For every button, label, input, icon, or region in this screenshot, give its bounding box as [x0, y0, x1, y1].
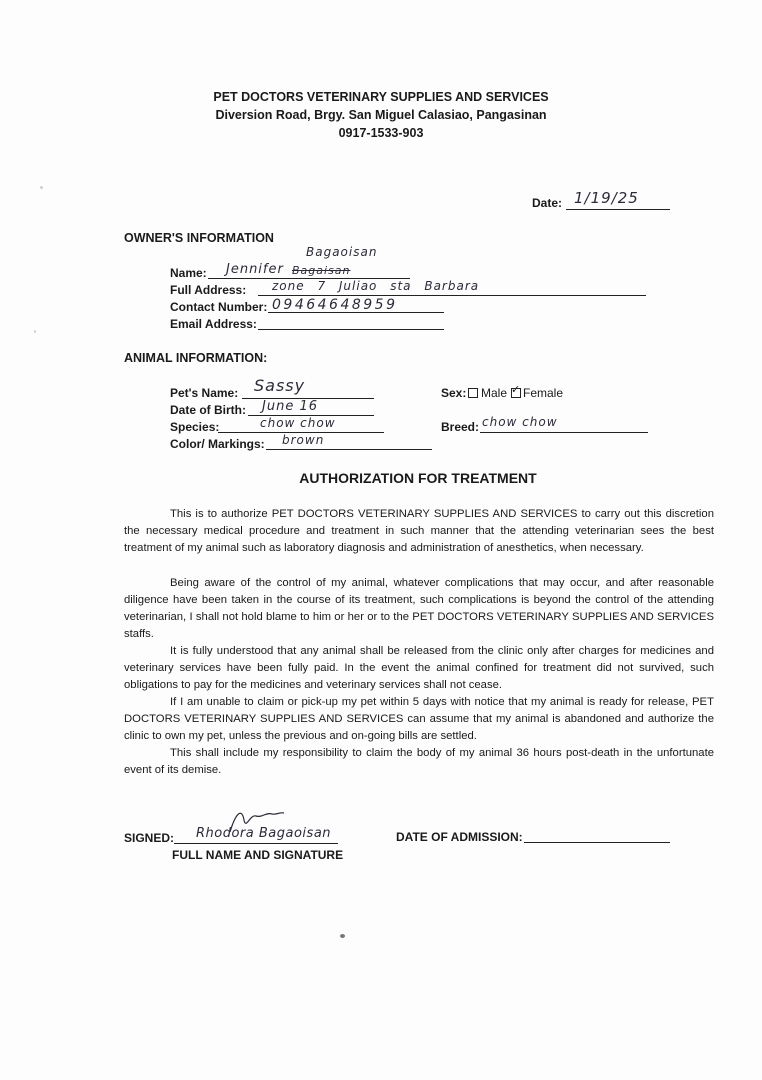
breed-line	[480, 432, 648, 433]
owner-email-line	[258, 329, 444, 330]
owner-name-value[interactable]: Jennifer	[226, 262, 284, 277]
animal-info-heading: ANIMAL INFORMATION:	[124, 351, 268, 365]
color-value[interactable]: brown	[282, 433, 325, 447]
admission-date-line	[524, 842, 670, 843]
owner-name-correction: Bagaoisan	[306, 245, 378, 259]
owner-address-label: Full Address:	[170, 283, 247, 297]
sex-male-option[interactable]	[468, 386, 507, 400]
dob-label: Date of Birth:	[170, 403, 246, 417]
date-label: Date:	[532, 196, 563, 210]
sex-male-checkbox[interactable]	[468, 388, 478, 398]
sex-female-label: Female	[523, 386, 564, 400]
sex-female-checkbox[interactable]	[511, 388, 521, 398]
breed-label: Breed:	[441, 420, 480, 434]
owner-email-label: Email Address:	[170, 317, 257, 331]
signed-label: SIGNED:	[124, 831, 175, 845]
company-address: Diversion Road, Brgy. San Miguel Calasiao, Pangasinan	[215, 108, 547, 122]
signature-sub-label: FULL NAME AND SIGNATURE	[172, 848, 344, 862]
signature-line	[174, 843, 338, 844]
species-label: Species:	[170, 420, 220, 434]
signature-scribble	[226, 806, 286, 836]
date-value[interactable]: 1/19/25	[574, 189, 639, 207]
scan-speck	[34, 330, 36, 333]
scan-speck	[340, 934, 345, 938]
pet-name-label: Pet's Name:	[170, 386, 239, 400]
breed-value[interactable]: chow chow	[482, 415, 558, 429]
authorization-title: AUTHORIZATION FOR TREATMENT	[299, 470, 537, 486]
signature-value[interactable]: Rhodora Bagaoisan	[196, 826, 332, 841]
authorization-paragraph-5: This shall include my responsibility to claim the body of my animal 36 hours post-death in the unfortunate event of its demise.	[124, 747, 714, 777]
pet-name-value[interactable]: Sassy	[254, 376, 306, 395]
sex-label: Sex:	[441, 386, 467, 400]
authorization-paragraph-4: If I am unable to claim or pick-up my pet within 5 days with notice that my animal is ready for release, PET DOCTORS VETERINARY SUPPLIES AND SERVICES can assume that my animal is abandoned and authorize the clinic to own my pet, unless the previous and on-going bills are settled.	[124, 696, 714, 743]
authorization-paragraph-1: This is to authorize PET DOCTORS VETERINARY SUPPLIES AND SERVICES to carry out this discretion the necessary medical procedure and treatment in such manner that the attending veterinarian sees the best treatment of my animal such as laboratory diagnosis and administration of anesthetics, when necessary.	[124, 508, 714, 555]
company-phone: 0917-1533-903	[338, 126, 424, 140]
scan-speck	[40, 186, 43, 189]
owner-contact-label: Contact Number:	[170, 300, 268, 314]
sex-male-label: Male	[481, 386, 508, 400]
admission-date-label: DATE OF ADMISSION:	[396, 830, 523, 844]
company-name: PET DOCTORS VETERINARY SUPPLIES AND SERVICES	[213, 90, 549, 104]
authorization-paragraph-3: It is fully understood that any animal shall be released from the clinic only after charges for medicines and veterinary services have been fully paid. In the event the animal confined for treatment did not survived, such obligations to pay for the medicines and veterinary services shall not cease.	[124, 645, 714, 692]
color-label: Color/ Markings:	[170, 437, 265, 451]
owner-info-heading: OWNER'S INFORMATION	[124, 231, 274, 245]
sex-female-option[interactable]	[511, 386, 563, 400]
owner-address-value[interactable]: zone 7 Juliao sta Barbara	[272, 279, 480, 293]
owner-address-line	[258, 295, 646, 296]
date-line	[566, 209, 670, 210]
color-line	[266, 449, 432, 450]
authorization-paragraph-2: Being aware of the control of my animal, whatever complications that may occur, and after reasonable diligence have been taken in the course of its treatment, such complications is beyond the control of the attending veterinarian, I shall not hold blame to him or her or to the PET DOCTORS VETERINARY SUPPLIES AND SERVICES staffs.	[124, 577, 714, 641]
dob-value[interactable]: June 16	[262, 399, 318, 414]
owner-name-struck: Bagaisan	[292, 264, 351, 277]
owner-name-label: Name:	[170, 266, 207, 280]
species-value[interactable]: chow chow	[260, 416, 336, 430]
owner-contact-value[interactable]: 09464648959	[272, 297, 398, 313]
